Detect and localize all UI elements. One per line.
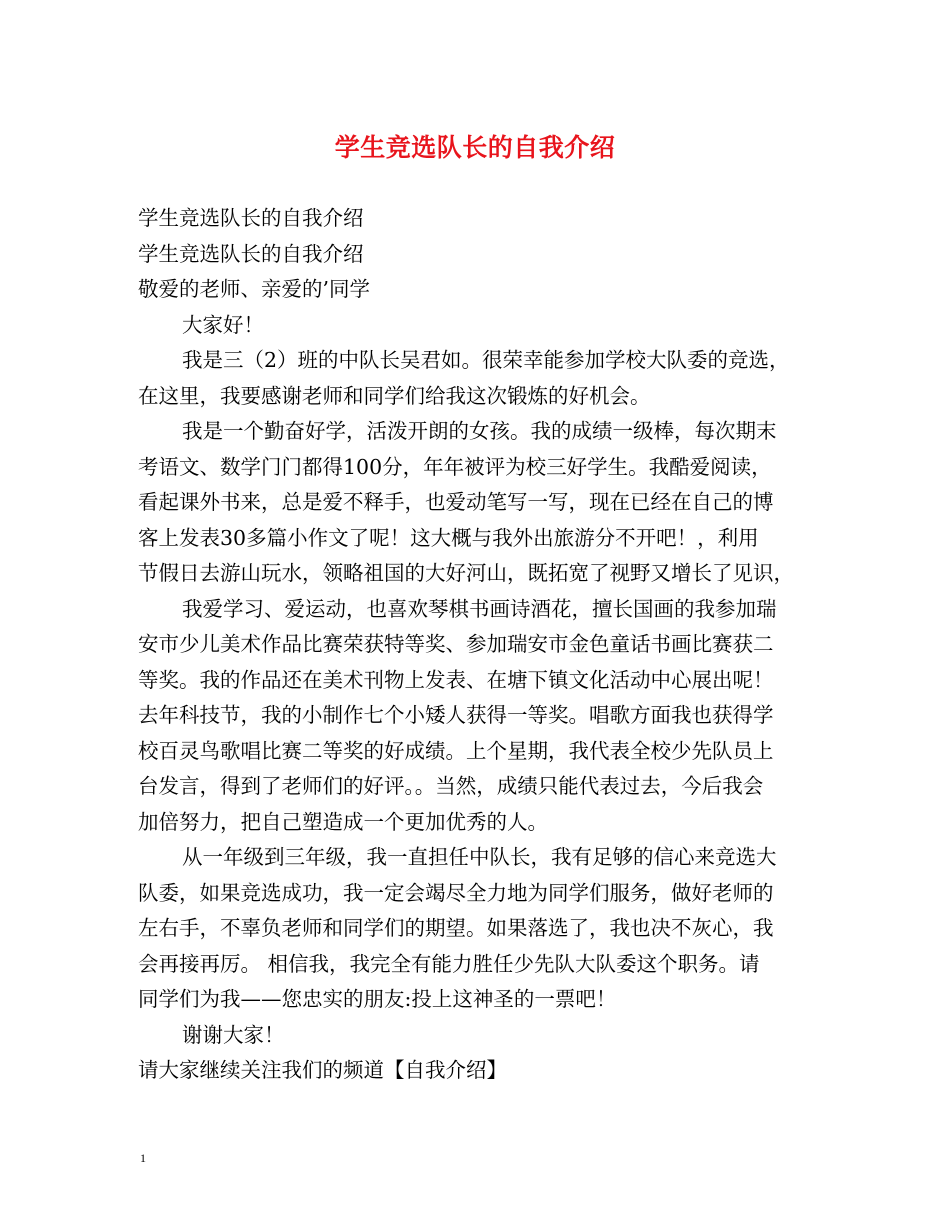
page-number: 1 xyxy=(140,1151,146,1165)
body-line: 学生竞选队长的自我介绍 xyxy=(138,206,364,230)
body-line: 等奖。我的作品还在美术刊物上发表、在塘下镇文化活动中心展出呢！ xyxy=(138,667,774,692)
body-line: 请大家继续关注我们的频道【自我介绍】 xyxy=(138,1058,507,1082)
body-line: 学生竞选队长的自我介绍 xyxy=(138,241,364,266)
body-line: 看起课外书来，总是爱不释手，也爱动笔写一写，现在已经在自己的博 xyxy=(138,490,774,514)
body-line: 大家好！ xyxy=(182,312,264,337)
body-line: 敬爱的老师、亲爱的’同学 xyxy=(138,277,371,301)
body-line: 从一年级到三年级，我一直担任中队长，我有足够的信心来竞选大 xyxy=(182,845,777,869)
body-line: 我是一个勤奋好学，活泼开朗的女孩。我的成绩一级棒，每次期末 xyxy=(182,419,777,443)
body-line: 我是三（2）班的中队长吴君如。很荣幸能参加学校大队委的竞选， xyxy=(182,348,790,372)
body-line: 同学们为我——您忠实的朋友:投上这神圣的一票吧！ xyxy=(138,987,617,1011)
body-line: 会再接再厉。 相信我，我完全有能力胜任少先队大队委这个职务。请 xyxy=(138,951,760,976)
body-line: 台发言，得到了老师们的好评。。当然，成绩只能代表过去，今后我会 xyxy=(138,774,764,798)
body-line: 队委，如果竞选成功，我一定会竭尽全力地为同学们服务，做好老师的 xyxy=(138,880,774,905)
body-line: 加倍努力，把自己塑造成一个更加优秀的人。 xyxy=(138,809,548,834)
body-line: 我爱学习、爱运动，也喜欢琴棋书画诗酒花，擅长国画的我参加瑞 xyxy=(182,596,777,621)
document-title: 学生竞选队长的自我介绍 xyxy=(334,133,616,162)
body-line: 去年科技节，我的小制作七个小矮人获得一等奖。唱歌方面我也获得学 xyxy=(138,703,774,727)
body-line: 安市少儿美术作品比赛荣获特等奖、参加瑞安市金色童话书画比赛获二 xyxy=(138,632,774,656)
body-line: 谢谢大家！ xyxy=(182,1022,285,1047)
body-line: 校百灵鸟歌唱比赛二等奖的好成绩。上个星期，我代表全校少先队员上 xyxy=(138,738,774,763)
body-line: 节假日去游山玩水，领略祖国的大好河山，既拓宽了视野又增长了见识， xyxy=(138,561,794,585)
body-line: 在这里，我要感谢老师和同学们给我这次锻炼的好机会。 xyxy=(138,383,651,408)
body-line: 客上发表30多篇小作文了呢！这大概与我外出旅游分不开吧！，利用 xyxy=(138,525,759,550)
document-body xyxy=(138,201,816,1089)
body-line: 左右手，不辜负老师和同学们的期望。如果落选了，我也决不灰心，我 xyxy=(138,916,774,940)
body-line: 考语文、数学门门都得100分，年年被评为校三好学生。我酷爱阅读， xyxy=(138,454,772,479)
